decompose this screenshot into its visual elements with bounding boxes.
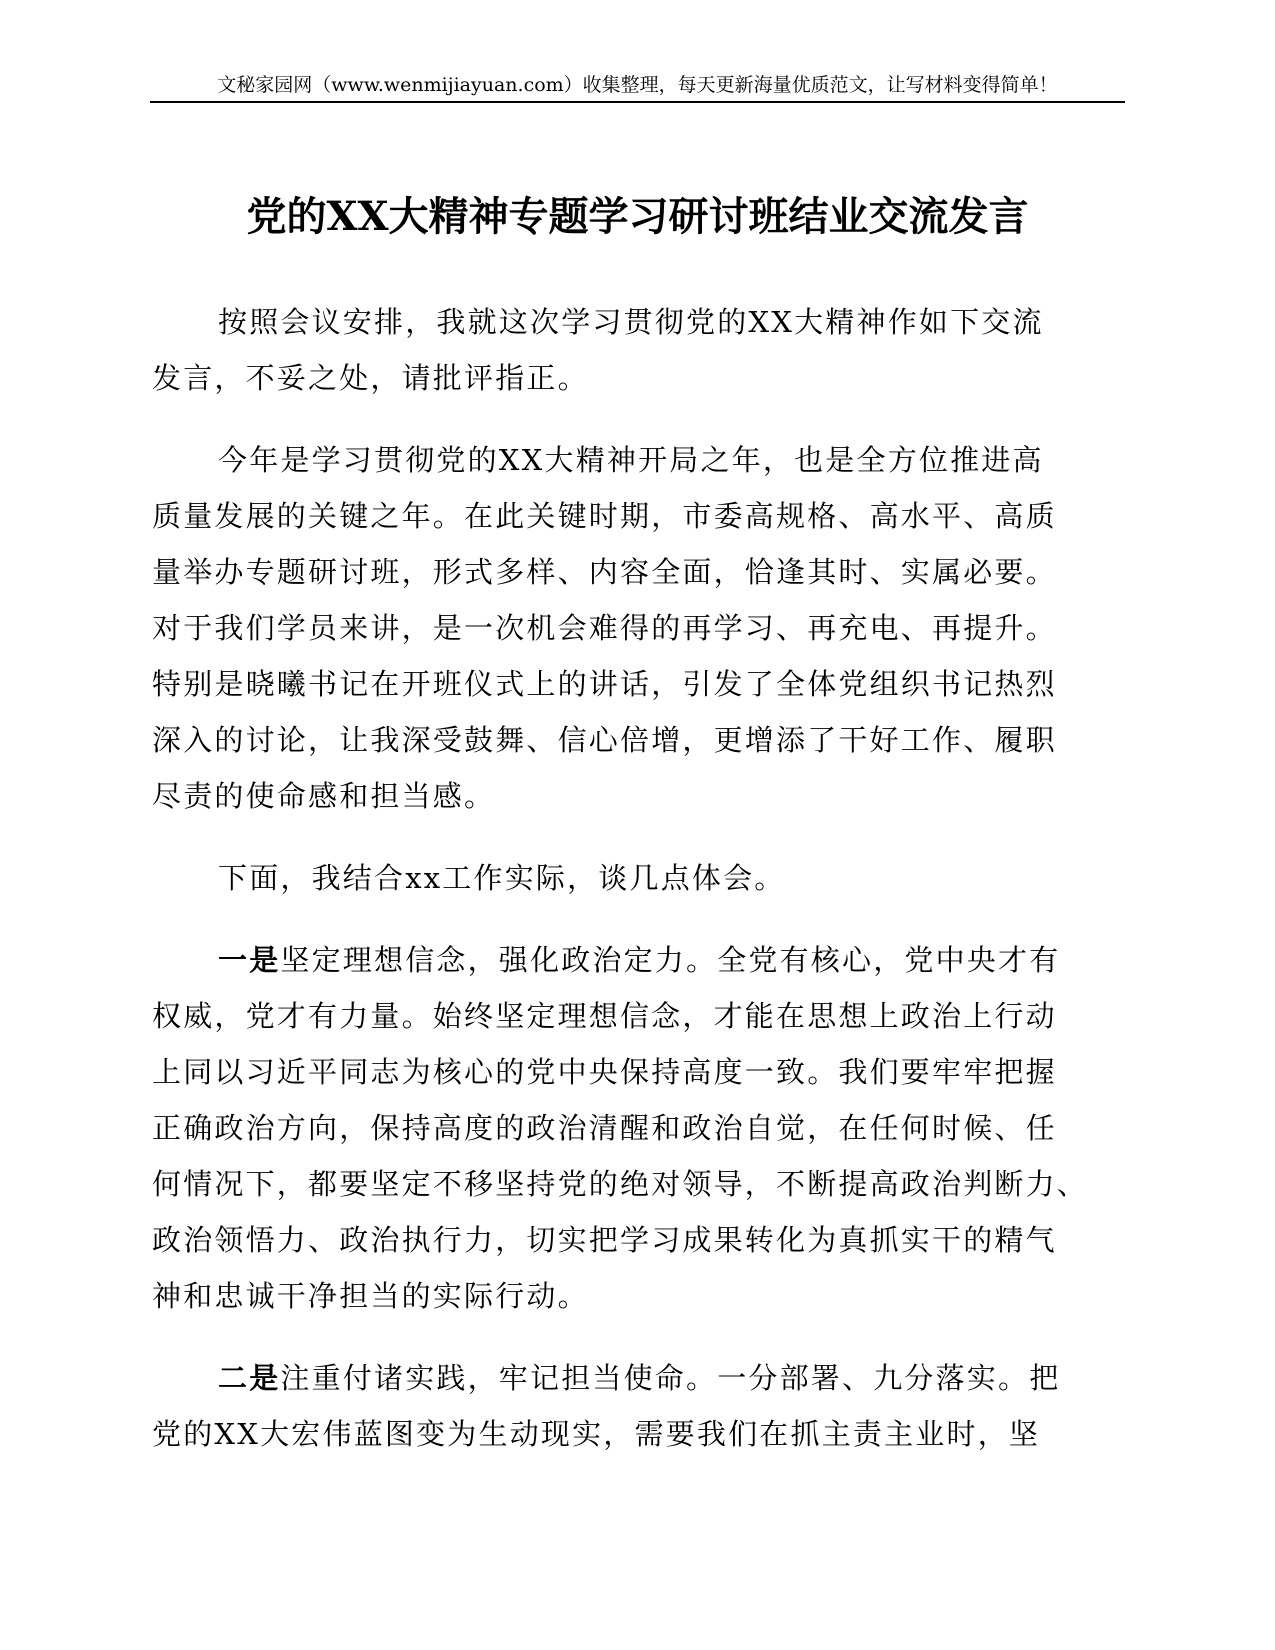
paragraph-line: 发言，不妥之处，请批评指正。: [152, 361, 589, 395]
paragraph-line: [152, 932, 1127, 988]
paragraph-line: 正确政治方向，保持高度的政治清醒和政治自觉，在任何时候、任: [152, 1111, 1057, 1145]
paragraph-line: 党的XX大宏伟蓝图变为生动现实，需要我们在抓主责主业时，坚: [152, 1417, 1041, 1451]
paragraph-line: 质量发展的关键之年。在此关键时期，市委高规格、高水平、高质: [152, 499, 1057, 533]
point-text: 坚定理想信念，强化政治定力。全党有核心，党中央才有: [280, 943, 1061, 977]
paragraph-line: 权威，党才有力量。始终坚定理想信念，才能在思想上政治上行动: [152, 999, 1057, 1033]
paragraph-line: 深入的讨论，让我深受鼓舞、信心倍增，更增添了干好工作、履职: [152, 723, 1057, 757]
paragraph-transition: [152, 850, 1127, 906]
paragraph-context: [152, 432, 1127, 824]
page-header: 文秘家园网（www.wenmijiayuan.com）收集整理，每天更新海量优质范文，让写材料变得简单！: [217, 74, 1058, 96]
point-lead: 二是: [218, 1361, 281, 1395]
paragraph-line: 对于我们学员来讲，是一次机会难得的再学习、再充电、再提升。: [152, 611, 1057, 645]
point-lead: 一是: [218, 943, 281, 977]
document-title: 党的XX大精神专题学习研讨班结业交流发言: [246, 193, 1029, 240]
paragraph-line: 何情况下，都要坚定不移坚持党的绝对领导，不断提高政治判断力、: [152, 1167, 1089, 1201]
paragraph-line: 今年是学习贯彻党的XX大精神开局之年，也是全方位推进高: [218, 443, 1044, 477]
paragraph-line: 下面，我结合xx工作实际，谈几点体会。: [218, 861, 786, 895]
paragraph-point-two: [152, 1350, 1127, 1462]
paragraph-line: 量举办专题研讨班，形式多样、内容全面，恰逢其时、实属必要。: [152, 555, 1057, 589]
paragraph-line: 特别是晓曦书记在开班仪式上的讲话，引发了全体党组织书记热烈: [152, 667, 1057, 701]
paragraph-line: 尽责的使命感和担当感。: [152, 779, 496, 813]
paragraph-line: [152, 1350, 1127, 1406]
paragraph-line: 政治领悟力、政治执行力，切实把学习成果转化为真抓实干的精气: [152, 1223, 1057, 1257]
document-body: [152, 294, 1127, 1488]
paragraph-line: 按照会议安排，我就这次学习贯彻党的XX大精神作如下交流: [218, 305, 1044, 339]
header-divider: [150, 101, 1125, 103]
paragraph-intro: [152, 294, 1127, 406]
paragraph-line: 上同以习近平同志为核心的党中央保持高度一致。我们要牢牢把握: [152, 1055, 1057, 1089]
paragraph-point-one: [152, 932, 1127, 1324]
paragraph-line: 神和忠诚干净担当的实际行动。: [152, 1279, 589, 1313]
point-text: 注重付诸实践，牢记担当使命。一分部署、九分落实。把: [280, 1361, 1061, 1395]
